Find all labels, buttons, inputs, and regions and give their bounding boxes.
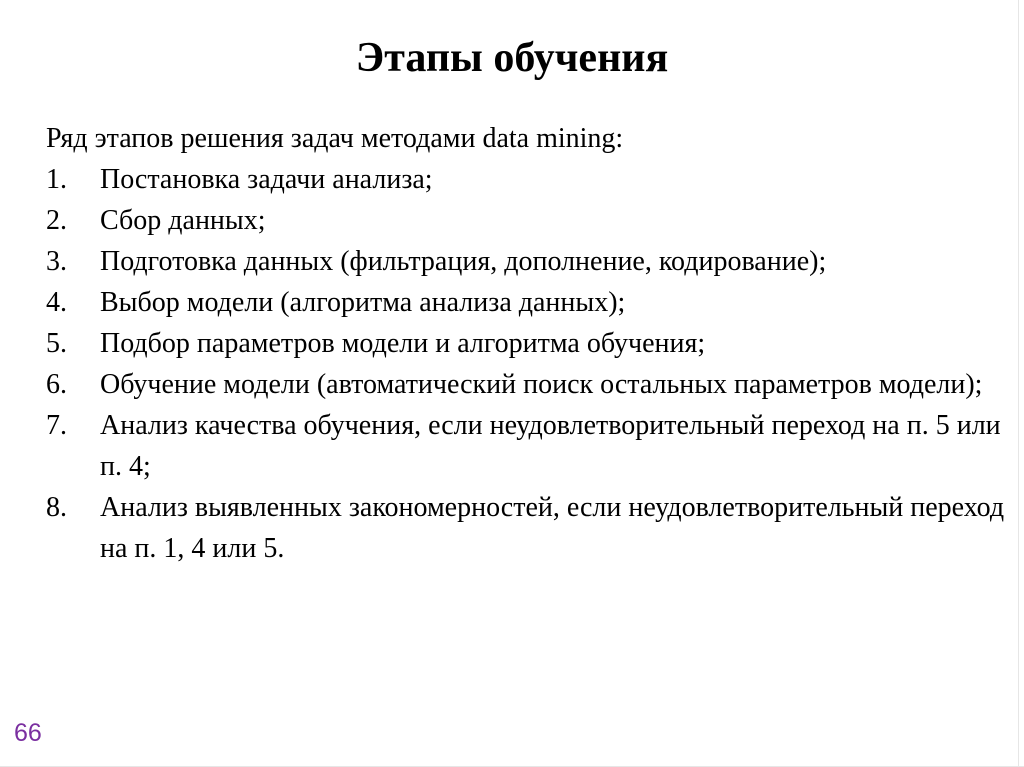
step-number: 6.: [46, 369, 67, 400]
intro-text: Ряд этапов решения задач методами data mining:: [46, 123, 624, 154]
step-item: [46, 405, 1006, 487]
step-item: [46, 282, 1006, 323]
step-number: 1.: [46, 164, 67, 195]
step-number: 7.: [46, 410, 67, 441]
step-number: 8.: [46, 492, 67, 523]
step-item: [46, 487, 1006, 569]
steps-list: [46, 159, 1006, 569]
step-text: Постановка задачи анализа;: [100, 164, 433, 195]
step-number: 4.: [46, 287, 67, 318]
step-item: [46, 200, 1006, 241]
slide-border-right: [1018, 0, 1019, 767]
step-number: 2.: [46, 205, 67, 236]
step-item: [46, 159, 1006, 200]
step-text: Подбор параметров модели и алгоритма обучения;: [100, 328, 706, 359]
step-number: 3.: [46, 246, 67, 277]
slide-content: [46, 118, 1006, 569]
step-text: Анализ выявленных закономерностей, если неудовлетворительный переход на п. 1, 4 или 5.: [100, 492, 1005, 564]
page-number: 66: [14, 719, 42, 747]
step-number: 5.: [46, 328, 67, 359]
step-text: Выбор модели (алгоритма анализа данных);: [100, 287, 626, 318]
step-item: [46, 241, 1006, 282]
step-text: Анализ качества обучения, если неудовлетворительный переход на п. 5 или п. 4;: [100, 410, 1001, 482]
step-item: [46, 323, 1006, 364]
step-text: Подготовка данных (фильтрация, дополнение, кодирование);: [100, 246, 827, 277]
slide-title: Этапы обучения: [355, 35, 669, 81]
step-text: Обучение модели (автоматический поиск остальных параметров модели);: [100, 369, 983, 400]
step-text: Сбор данных;: [100, 205, 266, 236]
step-item: [46, 364, 1006, 405]
